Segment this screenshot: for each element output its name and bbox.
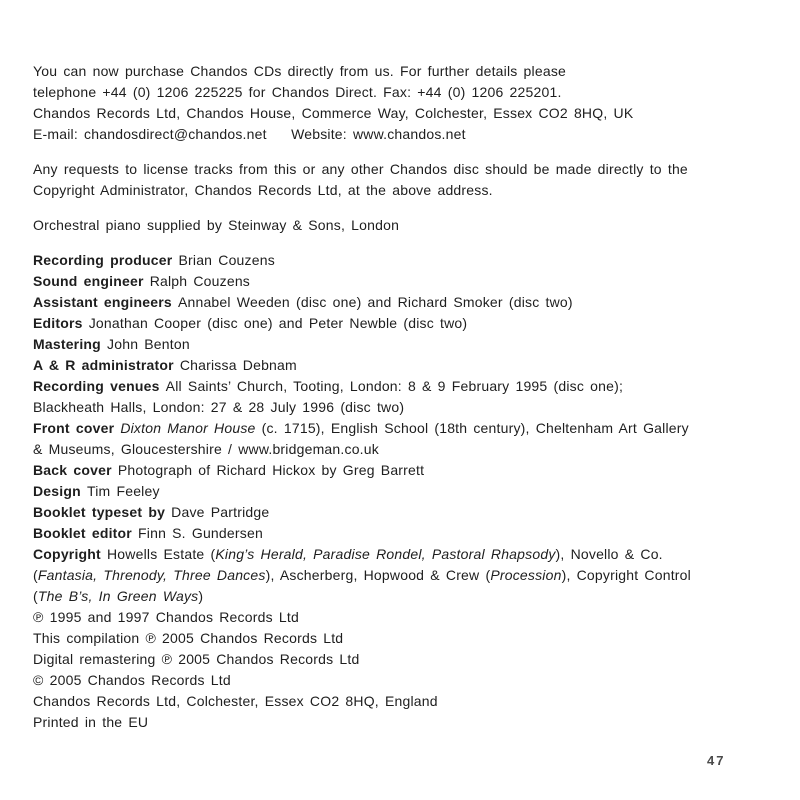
text-segment: Dave Partridge: [171, 504, 270, 520]
text-segment: Design: [33, 483, 87, 499]
text-line: [33, 565, 780, 586]
text-line: [33, 544, 780, 565]
text-segment: Photograph of Richard Hickox by Greg Barrett: [117, 462, 425, 478]
text-line: [33, 180, 780, 201]
text-segment: © 2005 Chandos Records Ltd: [33, 672, 231, 688]
text-segment: Procession: [490, 567, 562, 583]
text-segment: Jonathan Cooper (disc one) and Peter Newble (disc two): [88, 315, 468, 331]
credits-text: [33, 61, 780, 733]
paragraph-piano-credit: [33, 215, 780, 236]
text-segment: Any requests to license tracks from this or any other Chandos disc should be made directly to the: [33, 161, 688, 177]
text-segment: Tim Feeley: [86, 483, 160, 499]
text-segment: Brian Couzens: [178, 252, 275, 268]
text-segment: All Saints’ Church, Tooting, London: 8 & 9 February 1995 (disc one);: [165, 378, 624, 394]
text-segment: You can now purchase Chandos CDs directly from us. For further details please: [33, 63, 567, 79]
text-line: [33, 376, 780, 397]
text-segment: ℗ 1995 and 1997 Chandos Records Ltd: [33, 609, 299, 625]
text-segment: ), Novello & Co.: [555, 546, 663, 562]
text-segment: ), Ascherberg, Hopwood & Crew (: [265, 567, 491, 583]
text-line: [33, 292, 780, 313]
text-line: [33, 355, 780, 376]
text-line: [33, 313, 780, 334]
text-line: [33, 439, 780, 460]
text-segment: E-mail: chandosdirect@chandos.net Website: www.chandos.net: [33, 126, 466, 142]
text-line: [33, 61, 780, 82]
text-line: [33, 670, 780, 691]
text-line: [33, 523, 780, 544]
text-line: [33, 124, 780, 145]
paragraph-licensing-note: [33, 159, 780, 201]
text-segment: Recording producer: [33, 252, 179, 268]
text-line: [33, 502, 780, 523]
text-segment: John Benton: [107, 336, 190, 352]
text-segment: (c. 1715), English School (18th century), Cheltenham Art Gallery: [255, 420, 689, 436]
text-segment: King’s Herald, Paradise Rondel, Pastoral Rhapsody: [215, 546, 556, 562]
text-segment: Printed in the EU: [33, 714, 149, 730]
text-segment: (: [33, 567, 38, 583]
text-segment: Copyright Administrator, Chandos Records Ltd, at the above address.: [33, 182, 493, 198]
text-segment: Back cover: [33, 462, 118, 478]
text-segment: Charissa Debnam: [179, 357, 297, 373]
text-segment: Blackheath Halls, London: 27 & 28 July 1996 (disc two): [33, 399, 405, 415]
text-segment: Booklet editor: [33, 525, 139, 541]
text-segment: Sound engineer: [33, 273, 150, 289]
text-line: [33, 628, 780, 649]
text-segment: The B’s, In Green Ways: [37, 588, 199, 604]
text-segment: Chandos Records Ltd, Chandos House, Commerce Way, Colchester, Essex CO2 8HQ, UK: [33, 105, 634, 121]
text-segment: A & R administrator: [33, 357, 180, 373]
text-segment: Booklet typeset by: [33, 504, 172, 520]
page-number: 47: [707, 753, 726, 768]
text-segment: Chandos Records Ltd, Colchester, Essex CO2 8HQ, England: [33, 693, 438, 709]
text-segment: Dixton Manor House: [120, 420, 256, 436]
text-segment: (: [33, 588, 38, 604]
text-line: [33, 418, 780, 439]
text-line: [33, 271, 780, 292]
text-line: [33, 649, 780, 670]
text-line: [33, 712, 780, 733]
text-segment: Ralph Couzens: [149, 273, 251, 289]
text-segment: Digital remastering ℗ 2005 Chandos Records Ltd: [33, 651, 360, 667]
text-line: [33, 460, 780, 481]
text-line: [33, 159, 780, 180]
text-line: [33, 250, 780, 271]
text-line: [33, 215, 780, 236]
paragraph-credits-list: [33, 250, 780, 733]
text-segment: & Museums, Gloucestershire / www.bridgeman.co.uk: [33, 441, 379, 457]
paragraph-contact-info: [33, 61, 780, 145]
text-segment: This compilation ℗ 2005 Chandos Records Ltd: [33, 630, 344, 646]
text-segment: Orchestral piano supplied by Steinway & Sons, London: [33, 217, 400, 233]
text-line: [33, 82, 780, 103]
text-line: [33, 691, 780, 712]
text-segment: telephone +44 (0) 1206 225225 for Chandos Direct. Fax: +44 (0) 1206 225201.: [33, 84, 562, 100]
text-segment: Recording venues: [33, 378, 166, 394]
text-segment: Annabel Weeden (disc one) and Richard Smoker (disc two): [177, 294, 573, 310]
text-segment: ): [198, 588, 204, 604]
text-line: [33, 334, 780, 355]
text-segment: Mastering: [33, 336, 108, 352]
text-segment: Front cover: [33, 420, 121, 436]
text-segment: Assistant engineers: [33, 294, 178, 310]
text-segment: Fantasia, Threnody, Three Dances: [37, 567, 266, 583]
text-line: [33, 397, 780, 418]
text-segment: ), Copyright Control: [561, 567, 691, 583]
text-line: [33, 586, 780, 607]
text-line: [33, 103, 780, 124]
text-line: [33, 607, 780, 628]
text-segment: Copyright: [33, 546, 107, 562]
text-line: [33, 481, 780, 502]
text-segment: Finn S. Gundersen: [138, 525, 263, 541]
text-segment: Editors: [33, 315, 89, 331]
text-segment: Howells Estate (: [107, 546, 216, 562]
